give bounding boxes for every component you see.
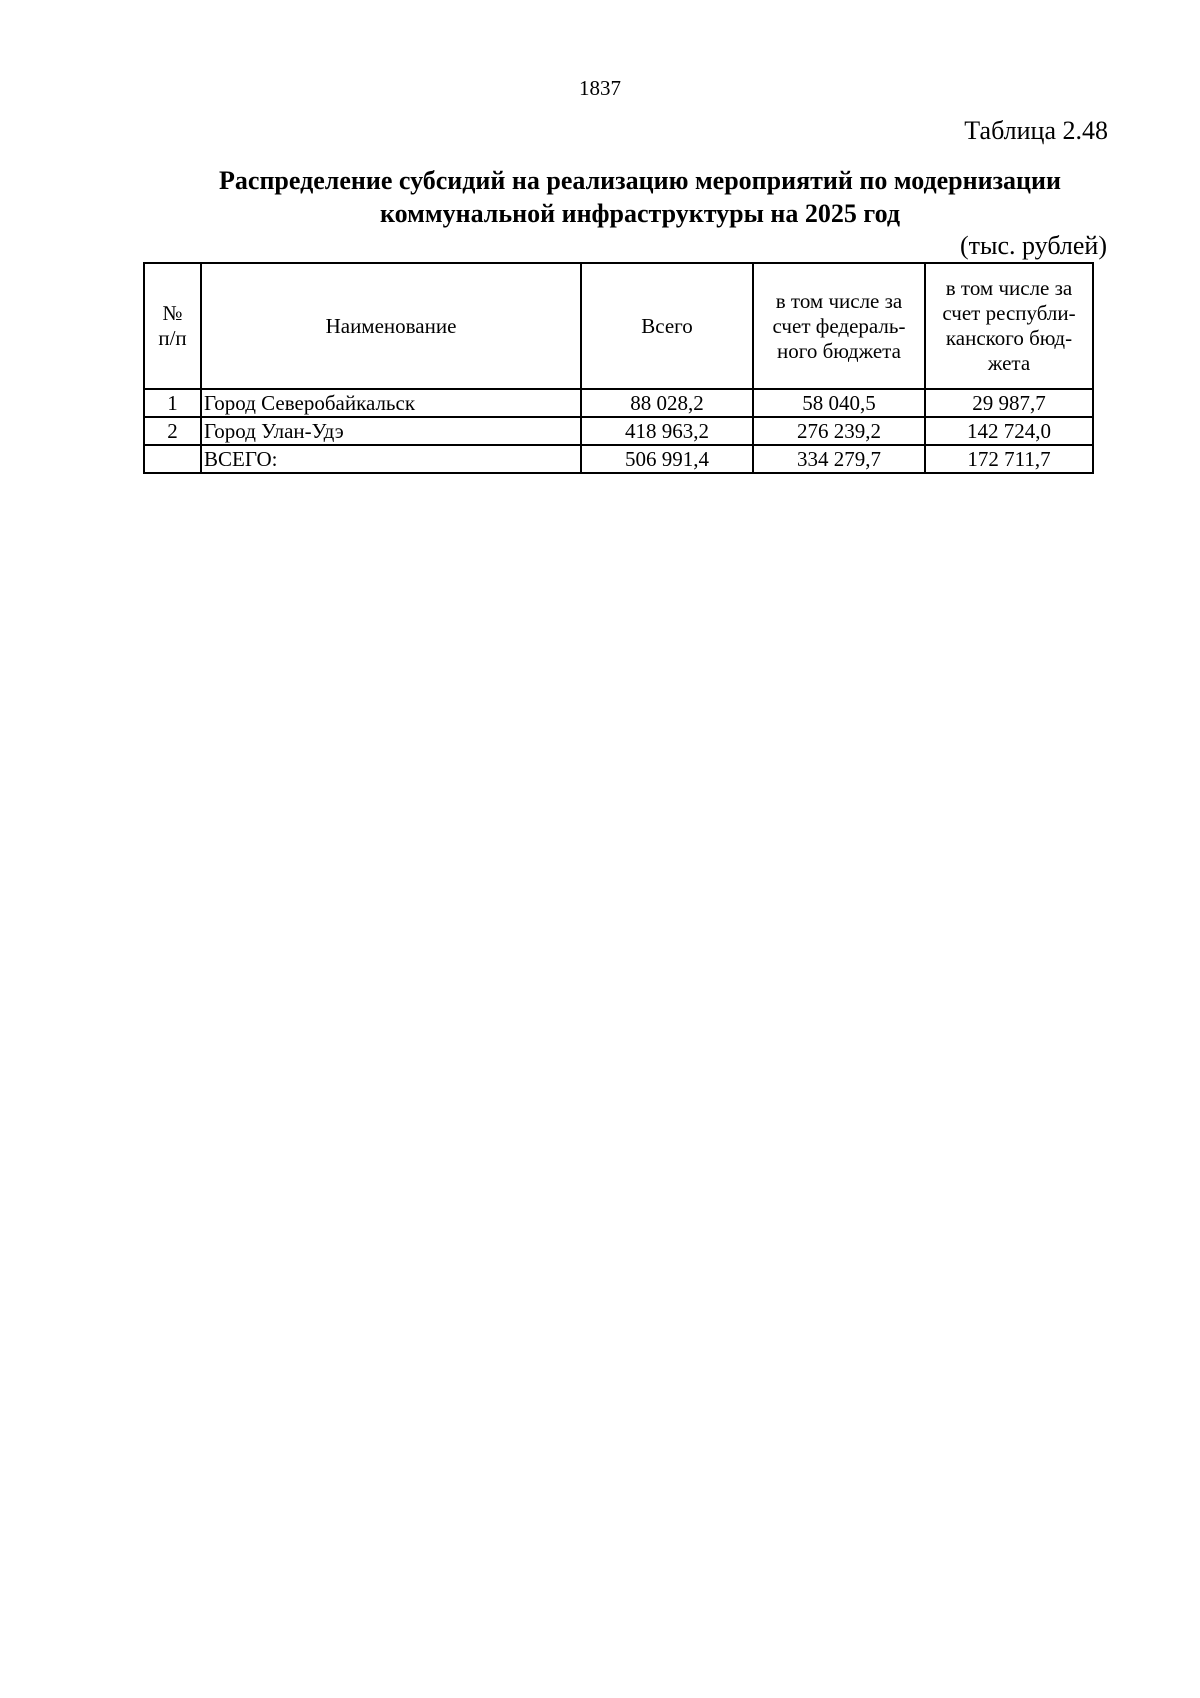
subsidy-table <box>143 262 1094 474</box>
table-row <box>144 417 1093 445</box>
title-line-2: коммунальной инфраструктуры на 2025 год <box>380 199 900 228</box>
row-federal: 334 279,7 <box>753 445 925 473</box>
row-num <box>144 445 201 473</box>
row-republic: 142 724,0 <box>925 417 1093 445</box>
table-row <box>144 389 1093 417</box>
header-name: Наименование <box>201 263 581 389</box>
units-label: (тыс. рублей) <box>959 231 1107 260</box>
table-total-row <box>144 445 1093 473</box>
row-name: Город Северобайкальск <box>201 389 581 417</box>
row-name: ВСЕГО: <box>201 445 581 473</box>
page-number: 1837 <box>579 76 621 100</box>
header-federal: в том числе за счет федераль- ного бюджета <box>753 263 925 389</box>
row-federal: 58 040,5 <box>753 389 925 417</box>
title-line-1: Распределение субсидий на реализацию мероприятий по модернизации <box>219 166 1061 195</box>
row-total: 418 963,2 <box>581 417 753 445</box>
row-republic: 172 711,7 <box>925 445 1093 473</box>
row-num: 2 <box>144 417 201 445</box>
row-federal: 276 239,2 <box>753 417 925 445</box>
row-total: 506 991,4 <box>581 445 753 473</box>
table-header-row <box>144 263 1093 389</box>
row-total: 88 028,2 <box>581 389 753 417</box>
row-num: 1 <box>144 389 201 417</box>
table-label: Таблица 2.48 <box>964 116 1108 145</box>
header-total: Всего <box>581 263 753 389</box>
row-republic: 29 987,7 <box>925 389 1093 417</box>
header-num: № п/п <box>144 263 201 389</box>
row-name: Город Улан-Удэ <box>201 417 581 445</box>
document-title <box>150 164 1130 230</box>
header-republic: в том числе за счет республи- канского бюд- жета <box>925 263 1093 389</box>
